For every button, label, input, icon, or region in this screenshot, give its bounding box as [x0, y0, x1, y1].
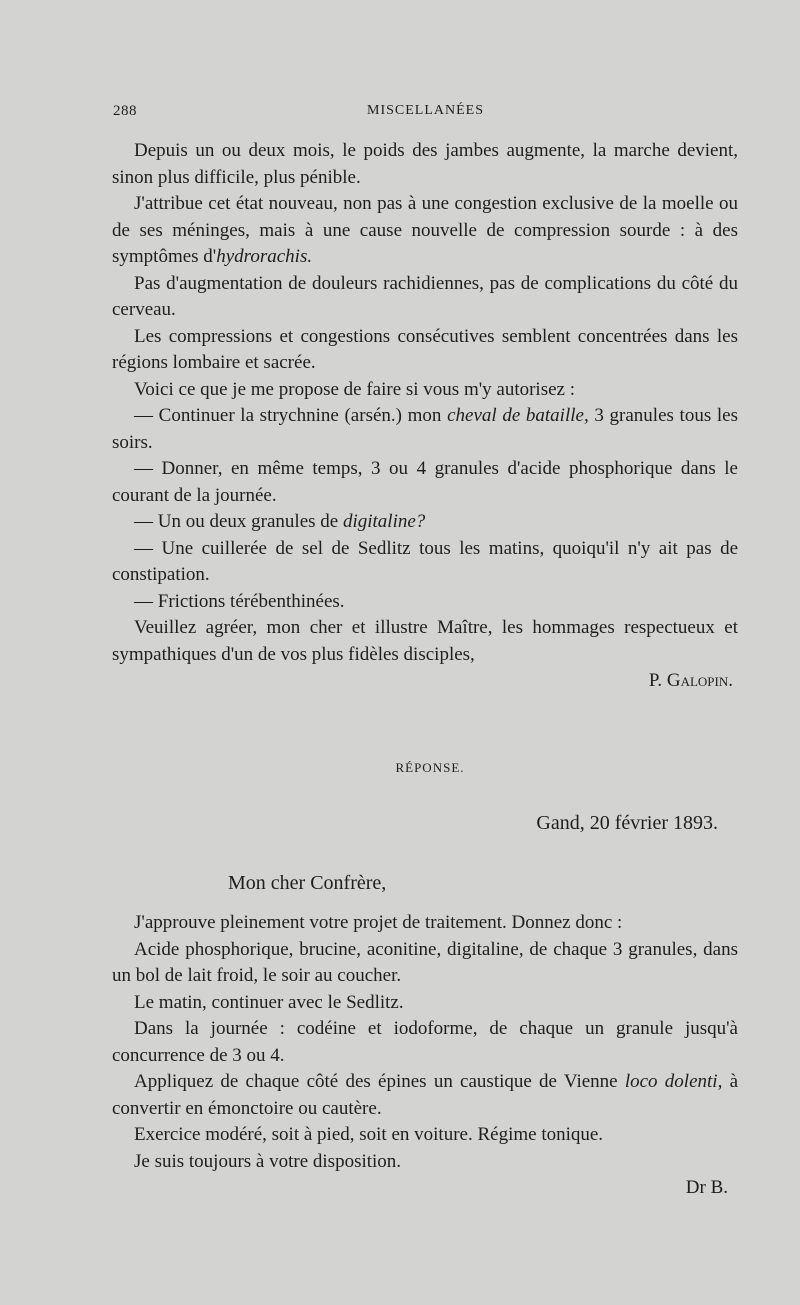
- paragraph: — Un ou deux granules de digitaline?: [134, 511, 426, 532]
- paragraph: Depuis un ou deux mois, le poids des jambes augmente, la marche devient, sinon plus difficile, plus pénible.: [112, 140, 738, 188]
- salutation: Mon cher Confrère,: [228, 872, 387, 894]
- letter-body: [112, 138, 738, 695]
- reply-body: [112, 910, 738, 1202]
- signature: P. Galopin.: [648, 670, 733, 691]
- paragraph: — Une cuillerée de sel de Sedlitz tous les matins, quoiqu'il n'y ait pas de constipation.: [112, 537, 738, 585]
- paragraph: Voici ce que je me propose de faire si vous m'y autorisez :: [134, 378, 575, 400]
- reply-heading: RÉPONSE.: [395, 760, 465, 775]
- reply-signature: Dr B.: [685, 1177, 728, 1198]
- running-title: MISCELLANÉES: [367, 103, 484, 118]
- paragraph: Pas d'augmentation de douleurs rachidiennes, pas de complications du côté du cerveau.: [112, 272, 738, 320]
- paragraph: — Donner, en même temps, 3 ou 4 granules d'acide phosphorique dans le courant de la journée.: [112, 458, 738, 506]
- dateline: Gand, 20 février 1893.: [536, 812, 718, 834]
- paragraph: Appliquez de chaque côté des épines un caustique de Vienne loco dolenti, à convertir en émonctoire ou cautère.: [112, 1071, 738, 1119]
- paragraph: J'attribue cet état nouveau, non pas à une congestion exclusive de la moelle ou de ses méninges, mais à une cause nouvelle de compression sourde : à des symptômes d'hydrorachis.: [112, 193, 738, 267]
- paragraph: — Continuer la strychnine (arsén.) mon cheval de bataille, 3 granules tous les soirs.: [112, 405, 738, 453]
- paragraph: — Frictions térébenthinées.: [134, 590, 345, 612]
- page-number: 288: [113, 103, 137, 119]
- paragraph: J'approuve pleinement votre projet de traitement. Donnez donc :: [134, 912, 623, 933]
- paragraph: Je suis toujours à votre disposition.: [134, 1150, 402, 1172]
- page-header: [113, 103, 738, 127]
- paragraph: Acide phosphorique, brucine, aconitine, digitaline, de chaque 3 granules, dans un bol de lait froid, le soir au coucher.: [112, 938, 738, 986]
- paragraph: Exercice modéré, soit à pied, soit en voiture. Régime tonique.: [134, 1124, 604, 1145]
- paragraph: Dans la journée : codéine et iodoforme, de chaque un granule jusqu'à concurrence de 3 ou 4.: [112, 1018, 738, 1066]
- paragraph: Le matin, continuer avec le Sedlitz.: [134, 991, 404, 1013]
- paragraph: Veuillez agréer, mon cher et illustre Maître, les hommages respectueux et sympathiques d'un de vos plus fidèles disciples,: [112, 617, 738, 665]
- paragraph: Les compressions et congestions consécutives semblent concentrées dans les régions lombaire et sacrée.: [112, 325, 738, 373]
